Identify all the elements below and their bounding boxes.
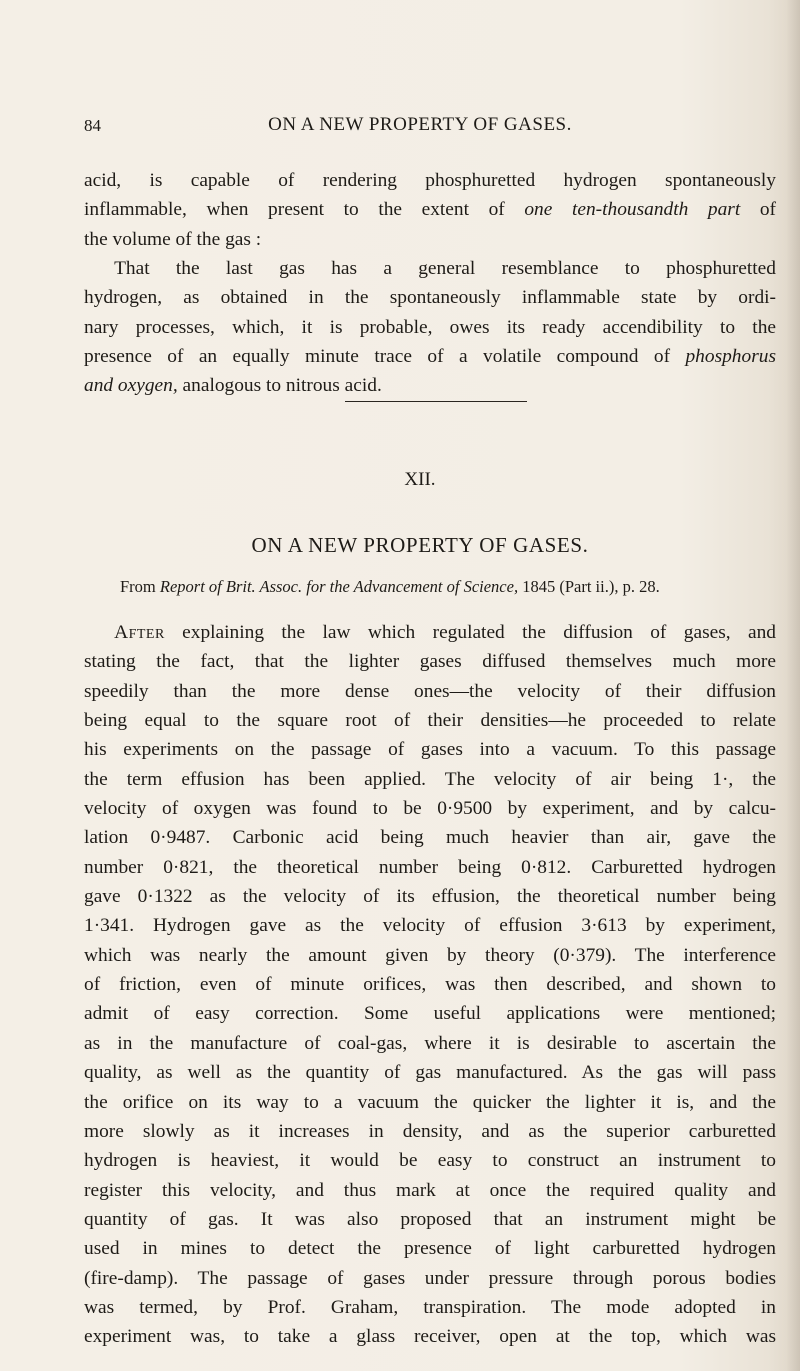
source-publication: Report of Brit. Assoc. for the Advancement of Science, (159, 577, 519, 596)
text-line (84, 823, 776, 852)
italic-text: and oxygen, (84, 375, 178, 397)
text-run: speedily than the more dense ones—the velocity of their diffusion (84, 680, 776, 702)
italic-text: one ten-thousandth part (524, 199, 741, 221)
text-run: quality, as well as the quantity of gas manufactured. As the gas will pass (84, 1062, 776, 1084)
running-head: ON A NEW PROPERTY OF GASES. (268, 114, 572, 135)
text-run: 1·341. Hydrogen gave as the velocity of effusion 3·613 by experiment, (84, 915, 776, 937)
text-run: being equal to the square root of their densities—he proceeded to relate (84, 710, 776, 732)
text-run: the volume of the gas : (84, 228, 262, 250)
text-run: of (740, 199, 776, 221)
text-line (84, 1234, 776, 1263)
text-line (84, 941, 776, 970)
text-line (84, 342, 776, 371)
text-run: stating the fact, that the lighter gases diffused themselves much more (84, 651, 776, 673)
text-line (84, 254, 776, 283)
text-run: That the last gas has a general resemblance to phosphuretted (114, 258, 776, 280)
text-run: inflammable, when present to the extent of (84, 199, 525, 221)
text-line (84, 313, 776, 342)
text-run: explaining the law which regulated the diffusion of gases, and (164, 622, 776, 643)
text-line (84, 371, 776, 400)
text-line (84, 618, 776, 647)
text-line (84, 765, 776, 794)
text-line (84, 794, 776, 823)
text-line (84, 911, 776, 940)
section-number: XII. (404, 469, 436, 490)
text-run: the orifice on its way to a vacuum the quicker the lighter it is, and the (84, 1091, 776, 1113)
text-run: (fire-damp). The passage of gases under pressure through porous bodies (84, 1267, 776, 1289)
main-paragraph (84, 618, 776, 1352)
source-prefix: From (120, 577, 160, 596)
text-run: velocity of oxygen was found to be 0·9500 by experiment, and by calcu- (84, 798, 776, 820)
text-line (84, 225, 776, 254)
text-run: used in mines to detect the presence of light carburetted hydrogen (84, 1238, 776, 1260)
text-line (84, 882, 776, 911)
text-line (84, 1176, 776, 1205)
text-run: presence of an equally minute trace of a volatile compound of (84, 346, 686, 368)
article-title: ON A NEW PROPERTY OF GASES. (251, 533, 589, 557)
text-run: After (114, 622, 165, 643)
text-run: nary processes, which, it is probable, owes its ready accendibility to the (84, 316, 776, 338)
text-run: the term effusion has been applied. The velocity of air being 1·, the (84, 768, 776, 790)
section-divider-rule (345, 401, 527, 402)
text-run: quantity of gas. It was also proposed that an instrument might be (84, 1208, 776, 1230)
text-line (84, 970, 776, 999)
text-run: admit of easy correction. Some useful applications were mentioned; (84, 1003, 776, 1025)
text-line (84, 1205, 776, 1234)
text-run: gave 0·1322 as the velocity of its effusion, the theoretical number being (84, 886, 776, 908)
text-line (84, 735, 776, 764)
italic-text: phosphorus (685, 346, 776, 368)
intro-paragraphs (84, 166, 776, 401)
text-run: of friction, even of minute orifices, was then described, and shown to (84, 974, 776, 996)
text-line (84, 647, 776, 676)
text-line (84, 195, 776, 224)
source-citation (120, 576, 800, 598)
text-line (84, 1146, 776, 1175)
text-run: was termed, by Prof. Graham, transpiration. The mode adopted in (84, 1296, 776, 1318)
page-number: 84 (84, 116, 101, 135)
text-line (84, 999, 776, 1028)
text-line (84, 1088, 776, 1117)
text-run: experiment was, to take a glass receiver, open at the top, which was (84, 1326, 776, 1348)
text-run: lation 0·9487. Carbonic acid being much heavier than air, gave the (84, 827, 776, 849)
text-line (84, 1322, 776, 1351)
source-suffix: 1845 (Part ii.), p. 28. (518, 577, 660, 596)
text-run: hydrogen is heaviest, it would be easy to construct an instrument to (84, 1150, 776, 1172)
text-line (84, 706, 776, 735)
text-run: number 0·821, the theoretical number being 0·812. Carburetted hydrogen (84, 856, 776, 878)
text-line (84, 853, 776, 882)
text-line (84, 1117, 776, 1146)
text-run: acid, is capable of rendering phosphuretted hydrogen spontaneously (84, 170, 776, 191)
text-run: more slowly as it increases in density, and as the superior carburetted (84, 1120, 776, 1142)
text-line (84, 1264, 776, 1293)
text-run: hydrogen, as obtained in the spontaneously inflammable state by ordi- (84, 287, 776, 309)
text-line (84, 166, 776, 195)
text-run: register this velocity, and thus mark at once the required quality and (84, 1179, 776, 1201)
text-line (84, 1293, 776, 1322)
text-run: analogous to nitrous acid. (177, 375, 382, 397)
text-run: which was nearly the amount given by theory (0·379). The interference (84, 944, 776, 966)
page-edge-shadow (786, 0, 800, 1371)
text-run: as in the manufacture of coal-gas, where it is desirable to ascertain the (84, 1032, 776, 1054)
text-line (84, 1029, 776, 1058)
text-line (84, 677, 776, 706)
text-line (84, 283, 776, 312)
text-line (84, 1058, 776, 1087)
text-run: his experiments on the passage of gases into a vacuum. To this passage (84, 739, 776, 761)
